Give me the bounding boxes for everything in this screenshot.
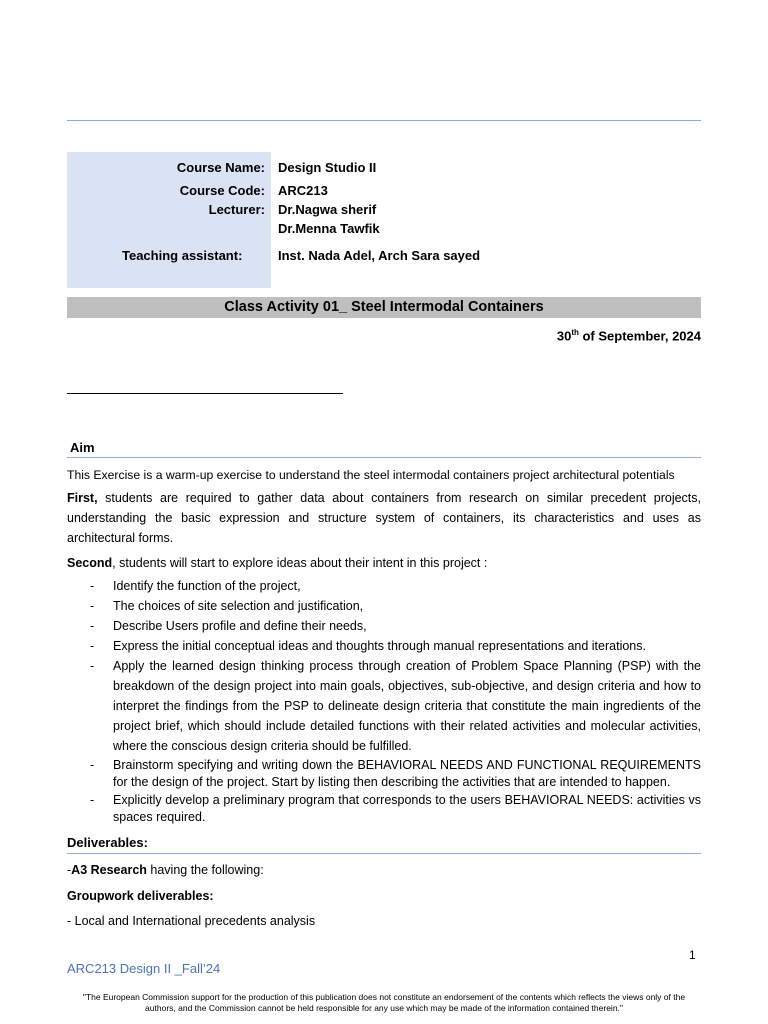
- aim-bullet-6: - Brainstorm specifying and writing down the BEHAVIORAL NEEDS AND FUNCTIONAL REQUIREMENTS for the design of the project. Start by listing then describing the activities that are intended to happen.: [90, 758, 701, 789]
- groupwork-heading: Groupwork deliverables:: [67, 889, 214, 903]
- deliverables-heading: Deliverables:: [67, 835, 148, 850]
- a3-research-line: -A3 Research having the following:: [67, 863, 264, 877]
- activity-title: Class Activity 01_ Steel Intermodal Containers: [67, 297, 701, 318]
- course-code-value: ARC213: [278, 183, 328, 198]
- header-divider: [67, 120, 701, 121]
- aim-bullet-4: - Express the initial conceptual ideas and thoughts through manual representations and iterations.: [90, 639, 646, 653]
- deliverables-divider: [67, 853, 701, 854]
- activity-date: 30th of September, 2024: [556, 328, 701, 344]
- groupwork-item: - Local and International precedents analysis: [67, 914, 316, 928]
- aim-bullet-5: - Apply the learned design thinking process through creation of Problem Space Planning (PSP) with the breakdown of the design project into main goals, objectives, sub-objective, and design criteria and how to interpret the findings from the PSP to delineate design criteria that constitute the main ingredients of the project brief, which should include detailed functions with their related activities and molecular activities, where the conscious design criteria should be fulfilled.: [90, 659, 701, 753]
- aim-heading: Aim: [70, 440, 95, 455]
- page-number: 1: [689, 948, 696, 962]
- course-code-label: Course Code:: [179, 183, 265, 198]
- aim-bullet-3: - Describe Users profile and define their needs,: [90, 619, 367, 633]
- eu-disclaimer: "The European Commission support for the production of this publication does not constitute an endorsement of the contents which reflects the views only of the authors, and the Commission cannot be held responsible for any use which may be made of the information contained therein.": [82, 992, 686, 1013]
- short-divider: [67, 393, 343, 394]
- aim-bullet-1: - Identify the function of the project,: [90, 579, 301, 593]
- lecturer-name-1: Dr.Nagwa sherif: [278, 202, 377, 217]
- lecturer-name-2: Dr.Menna Tawfik: [278, 221, 380, 236]
- course-name-value: Design Studio II: [278, 160, 377, 175]
- lecturer-label: Lecturer:: [208, 202, 265, 217]
- aim-divider: [67, 457, 701, 458]
- course-name-label: Course Name:: [176, 160, 265, 175]
- aim-bullet-7: - Explicitly develop a preliminary program that corresponds to the users BEHAVIORAL NEEDS: activities vs spaces required.: [90, 793, 701, 824]
- footer-course: ARC213 Design II _Fall’24: [67, 961, 221, 976]
- aim-intro: This Exercise is a warm-up exercise to understand the steel intermodal containers project architectural potentials: [67, 468, 675, 482]
- aim-second-paragraph: Second, students will start to explore ideas about their intent in this project :: [67, 556, 488, 570]
- aim-bullet-2: - The choices of site selection and justification,: [90, 599, 364, 613]
- teaching-assistant-value: Inst. Nada Adel, Arch Sara sayed: [278, 248, 481, 263]
- aim-first-paragraph: First, students are required to gather data about containers from research on similar precedent projects, understanding the basic expression and structure system of containers, its characteristics and uses as architectural forms.: [67, 491, 701, 545]
- teaching-assistant-label: Teaching assistant:: [122, 248, 243, 263]
